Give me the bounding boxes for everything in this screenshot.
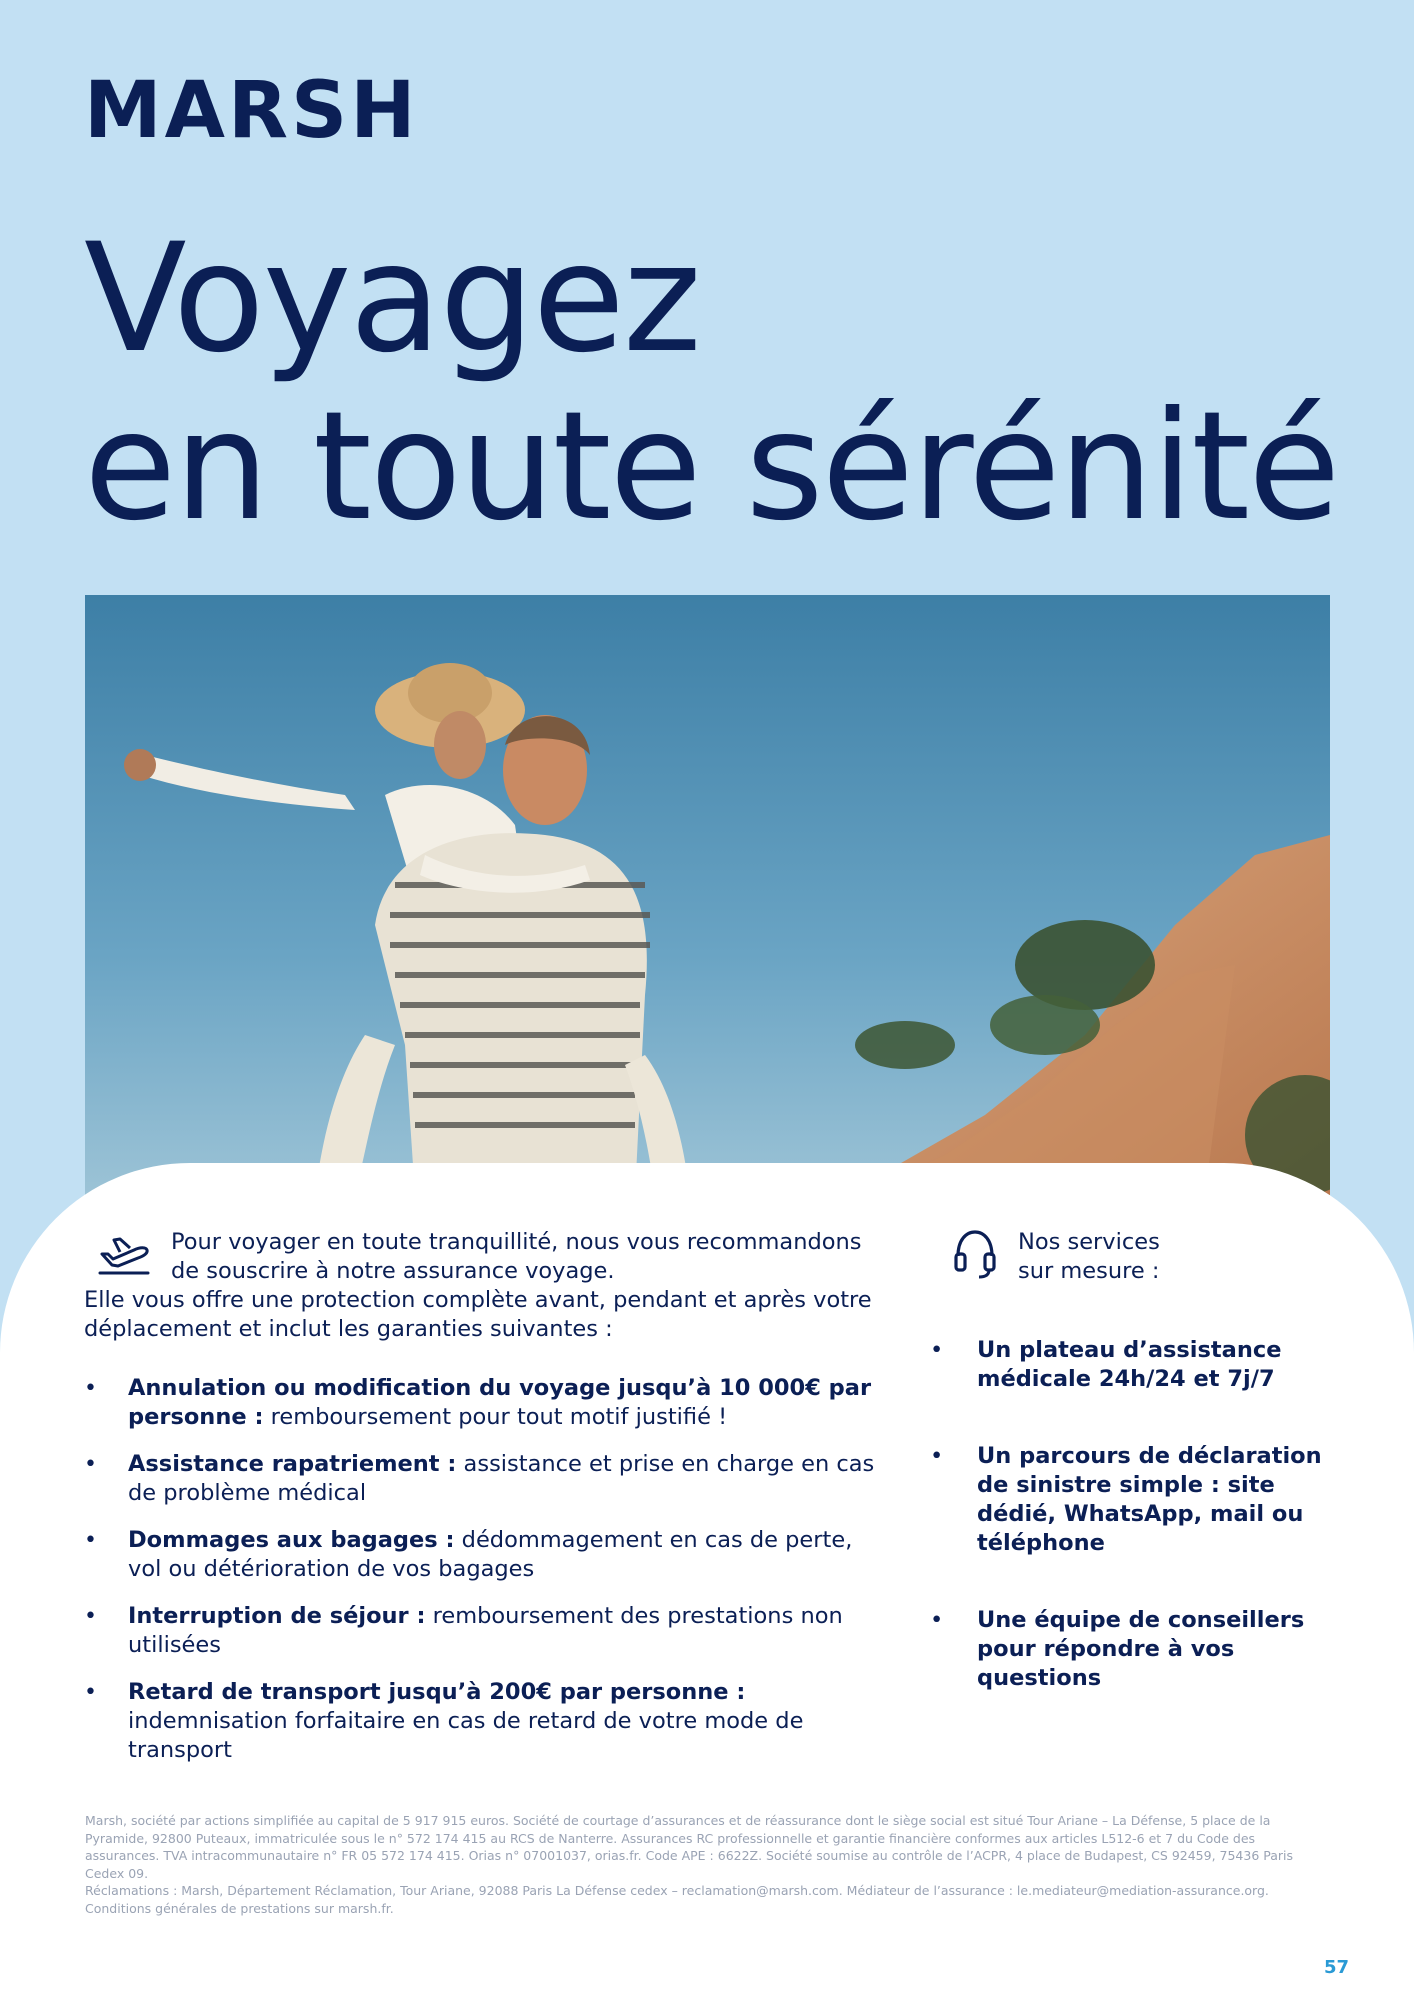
intro-block <box>84 1228 884 1286</box>
guarantee-title: Interruption de séjour : <box>128 1603 426 1629</box>
services-header <box>930 1228 1350 1288</box>
list-item: • Un parcours de déclaration de sinistre simple : site dédié, WhatsApp, mail ou téléphone <box>930 1442 1350 1558</box>
guarantee-desc: indemnisation forfaitaire en cas de retard de votre mode de transport <box>128 1708 804 1763</box>
legal-text: Marsh, société par actions simplifiée au capital de 5 917 915 euros. Société de courtage d’assurances et de réassurance dont le siège social est situé Tour Ariane – La Défense, 5 place de la Pyramide, 92800 Puteaux, immatriculée sous le n° 572 174 415 au RCS de Nanterre. Assurances RC professionnelle et garantie financière conformes aux articles L512-6 et 7 du Code des assurances. TVA intracommunautaire n° FR 05 572 174 415. Orias n° 07001037, orias.fr. Code APE : 6622Z. Société soumise au contrôle de l’ACPR, 4 place de Budapest, CS 92459, 75436 Paris Cedex 09. <box>85 1813 1294 1881</box>
services-section <box>930 1228 1350 1693</box>
list-item <box>84 1374 884 1432</box>
insurance-section <box>84 1228 884 1783</box>
list-item: • Un plateau d’assistance médicale 24h/24 et 7j/7 <box>930 1336 1350 1394</box>
services-title-2: sur mesure : <box>1018 1258 1160 1284</box>
airplane-departure-icon <box>96 1232 152 1276</box>
guarantee-desc: dédommagement en cas de perte, vol ou détérioration de vos bagages <box>128 1527 853 1582</box>
legal-footer <box>85 1812 1330 1917</box>
guarantee-desc: assistance et prise en charge en cas de problème médical <box>128 1451 875 1506</box>
guarantee-title: Dommages aux bagages : <box>128 1527 455 1553</box>
list-item <box>84 1602 884 1660</box>
guarantee-title: Retard de transport jusqu’à 200€ par personne : <box>128 1679 746 1705</box>
list-item <box>84 1678 884 1765</box>
couple-travel-photo <box>85 595 1330 1195</box>
headline-line-2: en toute sérénité <box>84 380 1339 554</box>
headset-icon <box>953 1228 997 1280</box>
services-list <box>930 1336 1350 1693</box>
page-headline <box>84 212 1344 554</box>
hero-photo <box>85 595 1330 1195</box>
intro-text-1: Pour voyager en toute tranquillité, nous vous recommandons de souscrire à notre assurance voyage. <box>171 1229 862 1284</box>
list-item: • Une équipe de conseillers pour répondre à vos questions <box>930 1606 1350 1693</box>
guarantee-title: Assistance rapatriement : <box>128 1451 457 1477</box>
conditions-text: Conditions générales de prestations sur marsh.fr. <box>85 1900 394 1916</box>
guarantees-list <box>84 1374 884 1765</box>
list-item <box>84 1450 884 1508</box>
headline-line-1: Voyagez <box>84 212 700 386</box>
guarantee-desc: remboursement pour tout motif justifié ! <box>263 1404 728 1430</box>
marsh-logo: MARSH <box>84 66 419 156</box>
list-item <box>84 1526 884 1584</box>
services-title-1: Nos services <box>1018 1229 1160 1255</box>
page-number: 57 <box>1323 1957 1349 1978</box>
guarantee-title: Annulation ou modification du voyage jusqu’à 10 000€ par personne : <box>128 1375 872 1430</box>
reclamations-text: Réclamations : Marsh, Département Réclamation, Tour Ariane, 92088 Paris La Défense cedex – reclamation@marsh.com. Médiateur de l’assurance : le.mediateur@mediation-assurance.org. <box>85 1883 1269 1898</box>
guarantee-desc: remboursement des prestations non utilisées <box>128 1603 843 1658</box>
intro-text-2: Elle vous offre une protection complète avant, pendant et après votre déplacement et inclut les garanties suivantes : <box>84 1287 872 1342</box>
